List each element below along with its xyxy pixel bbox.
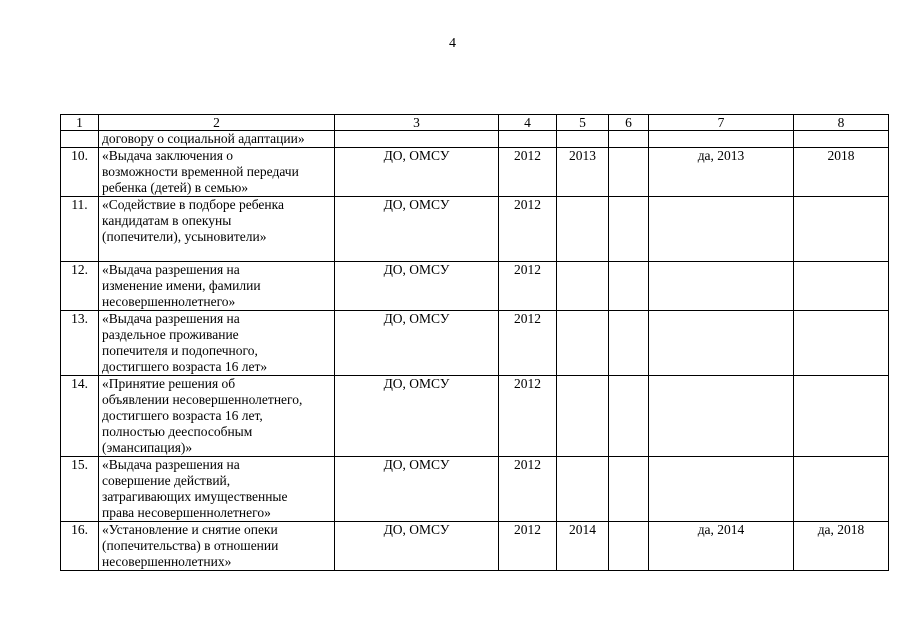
service-name-line: достигшего возраста 16 лет,	[102, 408, 263, 423]
header-cell: 3	[335, 115, 499, 131]
cell-c8	[794, 376, 889, 457]
service-name-line: несовершеннолетнего»	[102, 294, 236, 309]
service-name-line: раздельное проживание	[102, 327, 239, 342]
cell-c4: 2012	[499, 262, 557, 311]
header-cell: 6	[609, 115, 649, 131]
cell-c3	[335, 131, 499, 148]
table-row	[61, 376, 889, 457]
row-number: 15.	[61, 457, 99, 522]
cell-c8	[794, 457, 889, 522]
row-number: 12.	[61, 262, 99, 311]
service-name-line: права несовершеннолетнего»	[102, 505, 271, 520]
header-cell: 7	[649, 115, 794, 131]
row-number: 13.	[61, 311, 99, 376]
header-cell: 1	[61, 115, 99, 131]
service-name-line: изменение имени, фамилии	[102, 278, 261, 293]
service-name	[99, 457, 335, 522]
service-name-line	[102, 245, 331, 261]
cell-c6	[609, 376, 649, 457]
service-name	[99, 262, 335, 311]
header-cell: 2	[99, 115, 335, 131]
table-row	[61, 262, 889, 311]
cell-c7: да, 2014	[649, 522, 794, 571]
cell-c5	[557, 131, 609, 148]
cell-c6	[609, 131, 649, 148]
header-cell: 5	[557, 115, 609, 131]
header-cell: 4	[499, 115, 557, 131]
row-number: 11.	[61, 197, 99, 262]
service-name-line: достигшего возраста 16 лет»	[102, 359, 268, 374]
page-number: 4	[449, 36, 456, 51]
row-number: 10.	[61, 148, 99, 197]
cell-c3: ДО, ОМСУ	[335, 522, 499, 571]
cell-c7	[649, 131, 794, 148]
cell-c3: ДО, ОМСУ	[335, 262, 499, 311]
service-name-line: кандидатам в опекуны	[102, 213, 232, 228]
cell-c5	[557, 197, 609, 262]
cell-c5: 2013	[557, 148, 609, 197]
service-name-line: объявлении несовершеннолетнего,	[102, 392, 303, 407]
cell-c3: ДО, ОМСУ	[335, 376, 499, 457]
service-name	[99, 148, 335, 197]
cell-c6	[609, 148, 649, 197]
cell-c8	[794, 311, 889, 376]
cell-c6	[609, 262, 649, 311]
cell-c5	[557, 311, 609, 376]
cell-c7	[649, 311, 794, 376]
cell-c3: ДО, ОМСУ	[335, 311, 499, 376]
row-number: 16.	[61, 522, 99, 571]
cell-c8	[794, 131, 889, 148]
cell-c4: 2012	[499, 311, 557, 376]
table-body	[61, 131, 889, 571]
cell-c4: 2012	[499, 376, 557, 457]
cell-c4	[499, 131, 557, 148]
cell-c7	[649, 457, 794, 522]
service-name-line: несовершеннолетних»	[102, 554, 232, 569]
service-name-line: затрагивающих имущественные	[102, 489, 288, 504]
cell-c5	[557, 376, 609, 457]
cell-c4: 2012	[499, 148, 557, 197]
cell-c3: ДО, ОМСУ	[335, 457, 499, 522]
cell-c6	[609, 457, 649, 522]
cell-c8	[794, 197, 889, 262]
cell-c6	[609, 197, 649, 262]
service-name-line: (эмансипация)»	[102, 440, 193, 455]
row-number	[61, 131, 99, 148]
table-row	[61, 131, 889, 148]
cell-c5	[557, 457, 609, 522]
cell-c7	[649, 376, 794, 457]
table-row	[61, 148, 889, 197]
cell-c4: 2012	[499, 197, 557, 262]
cell-c5: 2014	[557, 522, 609, 571]
cell-c7: да, 2013	[649, 148, 794, 197]
header-cell: 8	[794, 115, 889, 131]
service-name-line: (попечители), усыновители»	[102, 229, 267, 244]
cell-c4: 2012	[499, 457, 557, 522]
service-name	[99, 131, 335, 148]
cell-c6	[609, 522, 649, 571]
service-name	[99, 376, 335, 457]
table-header-row	[61, 115, 889, 131]
service-name-line: попечителя и подопечного,	[102, 343, 258, 358]
service-name-line: «Выдача разрешения на	[102, 457, 240, 472]
table-row	[61, 197, 889, 262]
row-number: 14.	[61, 376, 99, 457]
service-name-line: «Установление и снятие опеки	[102, 522, 278, 537]
service-name-line: «Выдача разрешения на	[102, 311, 240, 326]
cell-c6	[609, 311, 649, 376]
service-name-line: «Выдача разрешения на	[102, 262, 240, 277]
service-name	[99, 197, 335, 262]
cell-c4: 2012	[499, 522, 557, 571]
service-name-line: «Выдача заключения о	[102, 148, 234, 163]
service-name-line: «Принятие решения об	[102, 376, 236, 391]
service-name-line: возможности временной передачи	[102, 164, 299, 179]
table-row	[61, 522, 889, 571]
table-row	[61, 457, 889, 522]
service-name-line: совершение действий,	[102, 473, 231, 488]
services-table	[60, 114, 889, 571]
cell-c5	[557, 262, 609, 311]
service-name-line: ребенка (детей) в семью»	[102, 180, 249, 195]
cell-c3: ДО, ОМСУ	[335, 197, 499, 262]
service-name-line: договору о социальной адаптации»	[102, 131, 305, 146]
service-name-line: (попечительства) в отношении	[102, 538, 279, 553]
cell-c8	[794, 262, 889, 311]
service-name-line: полностью дееспособным	[102, 424, 253, 439]
cell-c8: 2018	[794, 148, 889, 197]
service-name	[99, 522, 335, 571]
service-name-line: «Содействие в подборе ребенка	[102, 197, 284, 212]
cell-c7	[649, 197, 794, 262]
cell-c7	[649, 262, 794, 311]
cell-c3: ДО, ОМСУ	[335, 148, 499, 197]
table-row	[61, 311, 889, 376]
service-name	[99, 311, 335, 376]
cell-c8: да, 2018	[794, 522, 889, 571]
